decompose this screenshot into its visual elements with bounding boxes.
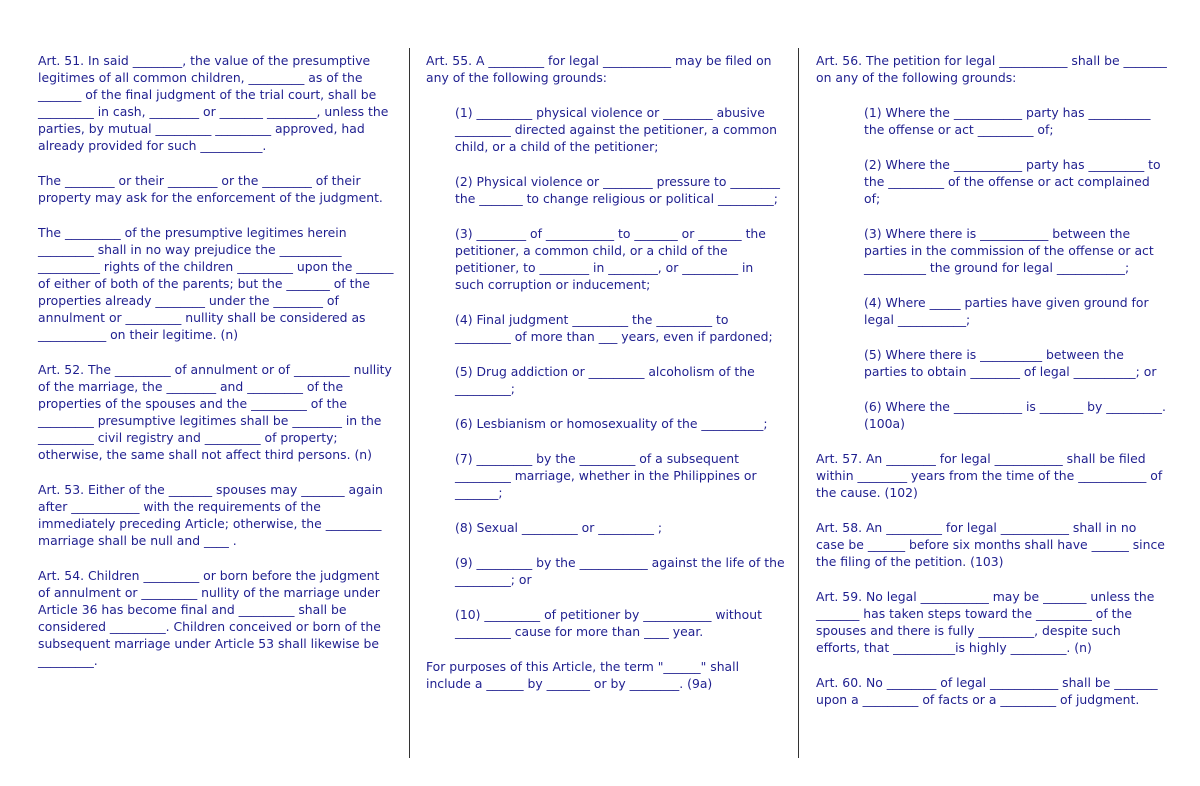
art-55-ground-2: (2) Physical violence or ________ pressure to ________ the _______ to change religious or political _________;: [455, 174, 780, 206]
art-55-ground-10: (10) _________ of petitioner by ___________ without _________ cause for more than ____ year.: [455, 607, 762, 639]
art-59-text: Art. 59. No legal ___________ may be _______ unless the _______ has taken steps toward the _________ of the spouses and there is fully _________, despite such efforts, that __________is highly _________. (n): [816, 589, 1155, 655]
art-56-ground-2: (2) Where the ___________ party has _________ to the _________ of the offense or act complained of;: [864, 157, 1161, 206]
art-60-text: Art. 60. No ________ of legal ___________ shall be _______ upon a _________ of facts or a _________ of judgment.: [816, 675, 1158, 707]
art-56-ground-4: (4) Where _____ parties have given ground for legal ___________;: [864, 295, 1149, 327]
art-51-legitimes-text: The _________ of the presumptive legitimes herein _________ shall in no way prejudice the __________ __________ rights of the children _________ upon the ______ of either of both of the parents; but the _______ of the properties already ________ under the ________ of annulment or _________ nullity shall be considered as ___________ on their legitime. (n): [38, 225, 394, 342]
art-57-text: Art. 57. An ________ for legal ___________ shall be filed within ________ years from the time of the ___________ of the cause. (102): [816, 451, 1163, 500]
art-55-ground-5: (5) Drug addiction or _________ alcoholism of the _________;: [455, 364, 755, 396]
column-divider: [798, 48, 799, 758]
art-55-ground-3: (3) ________ of ___________ to _______ or _______ the petitioner, a common child, or a child of the petitioner, to ________ in ________, or _________ in such corruption or inducement;: [455, 226, 766, 292]
art-51-enforcement-text: The ________ or their ________ or the ________ of their property may ask for the enforcement of the judgment.: [38, 173, 383, 205]
art-55-intro: Art. 55. A _________ for legal ___________ may be filed on any of the following grounds:: [426, 53, 772, 85]
column-left: [38, 52, 394, 687]
art-58-text: Art. 58. An _________ for legal ___________ shall in no case be ______ before six months shall have ______ since the filing of the petition. (103): [816, 520, 1165, 569]
art-51-text: Art. 51. In said ________, the value of the presumptive legitimes of all common children, _________ as of the _______ of the final judgment of the trial court, shall be _________ in cash, ________ or _______ ________, unless the parties, by mutual _________ _________ approved, had already provided for such __________.: [38, 53, 389, 153]
art-55-ground-7: (7) _________ by the _________ of a subsequent _________ marriage, whether in the Philippines or _______;: [455, 451, 757, 500]
art-56-intro: Art. 56. The petition for legal ___________ shall be _______ on any of the following grounds:: [816, 53, 1167, 85]
art-55-ground-6: (6) Lesbianism or homosexuality of the __________;: [455, 416, 768, 431]
art-55-footer: For purposes of this Article, the term "______" shall include a ______ by _______ or by ________. (9a): [426, 659, 740, 691]
art-54-text: Art. 54. Children _________ or born before the judgment of annulment or _________ nullity of the marriage under Article 36 has become final and _________ shall be considered _________. Children conceived or born of the subsequent marriage under Article 53 shall likewise be _________.: [38, 568, 381, 668]
art-56-ground-1: (1) Where the ___________ party has __________ the offense or act _________ of;: [864, 105, 1151, 137]
art-55-ground-4: (4) Final judgment _________ the _________ to _________ of more than ___ years, even if pardoned;: [455, 312, 773, 344]
column-middle: [426, 52, 786, 710]
column-right: [816, 52, 1168, 726]
art-53-text: Art. 53. Either of the _______ spouses may _______ again after ___________ with the requirements of the immediately preceding Article; otherwise, the _________ marriage shall be null and ____ .: [38, 482, 383, 548]
art-55-ground-1: (1) _________ physical violence or ________ abusive _________ directed against the petitioner, a common child, or a child of the petitioner;: [455, 105, 778, 154]
art-55-ground-9: (9) _________ by the ___________ against the life of the _________; or: [455, 555, 785, 587]
art-55-ground-8: (8) Sexual _________ or _________ ;: [455, 520, 663, 535]
art-56-ground-3: (3) Where there is ___________ between the parties in the commission of the offense or act __________ the ground for legal ___________;: [864, 226, 1154, 275]
art-56-ground-5: (5) Where there is __________ between the parties to obtain ________ of legal __________; or: [864, 347, 1157, 379]
art-52-text: Art. 52. The _________ of annulment or of _________ nullity of the marriage, the ________ and _________ of the properties of the spouses and the _________ of the _________ presumptive legitimes shall be ________ in the _________ civil registry and _________ of property; otherwise, the same shall not affect third persons. (n): [38, 362, 392, 462]
column-divider: [409, 48, 410, 758]
art-56-ground-6: (6) Where the ___________ is _______ by _________. (100a): [864, 399, 1166, 431]
